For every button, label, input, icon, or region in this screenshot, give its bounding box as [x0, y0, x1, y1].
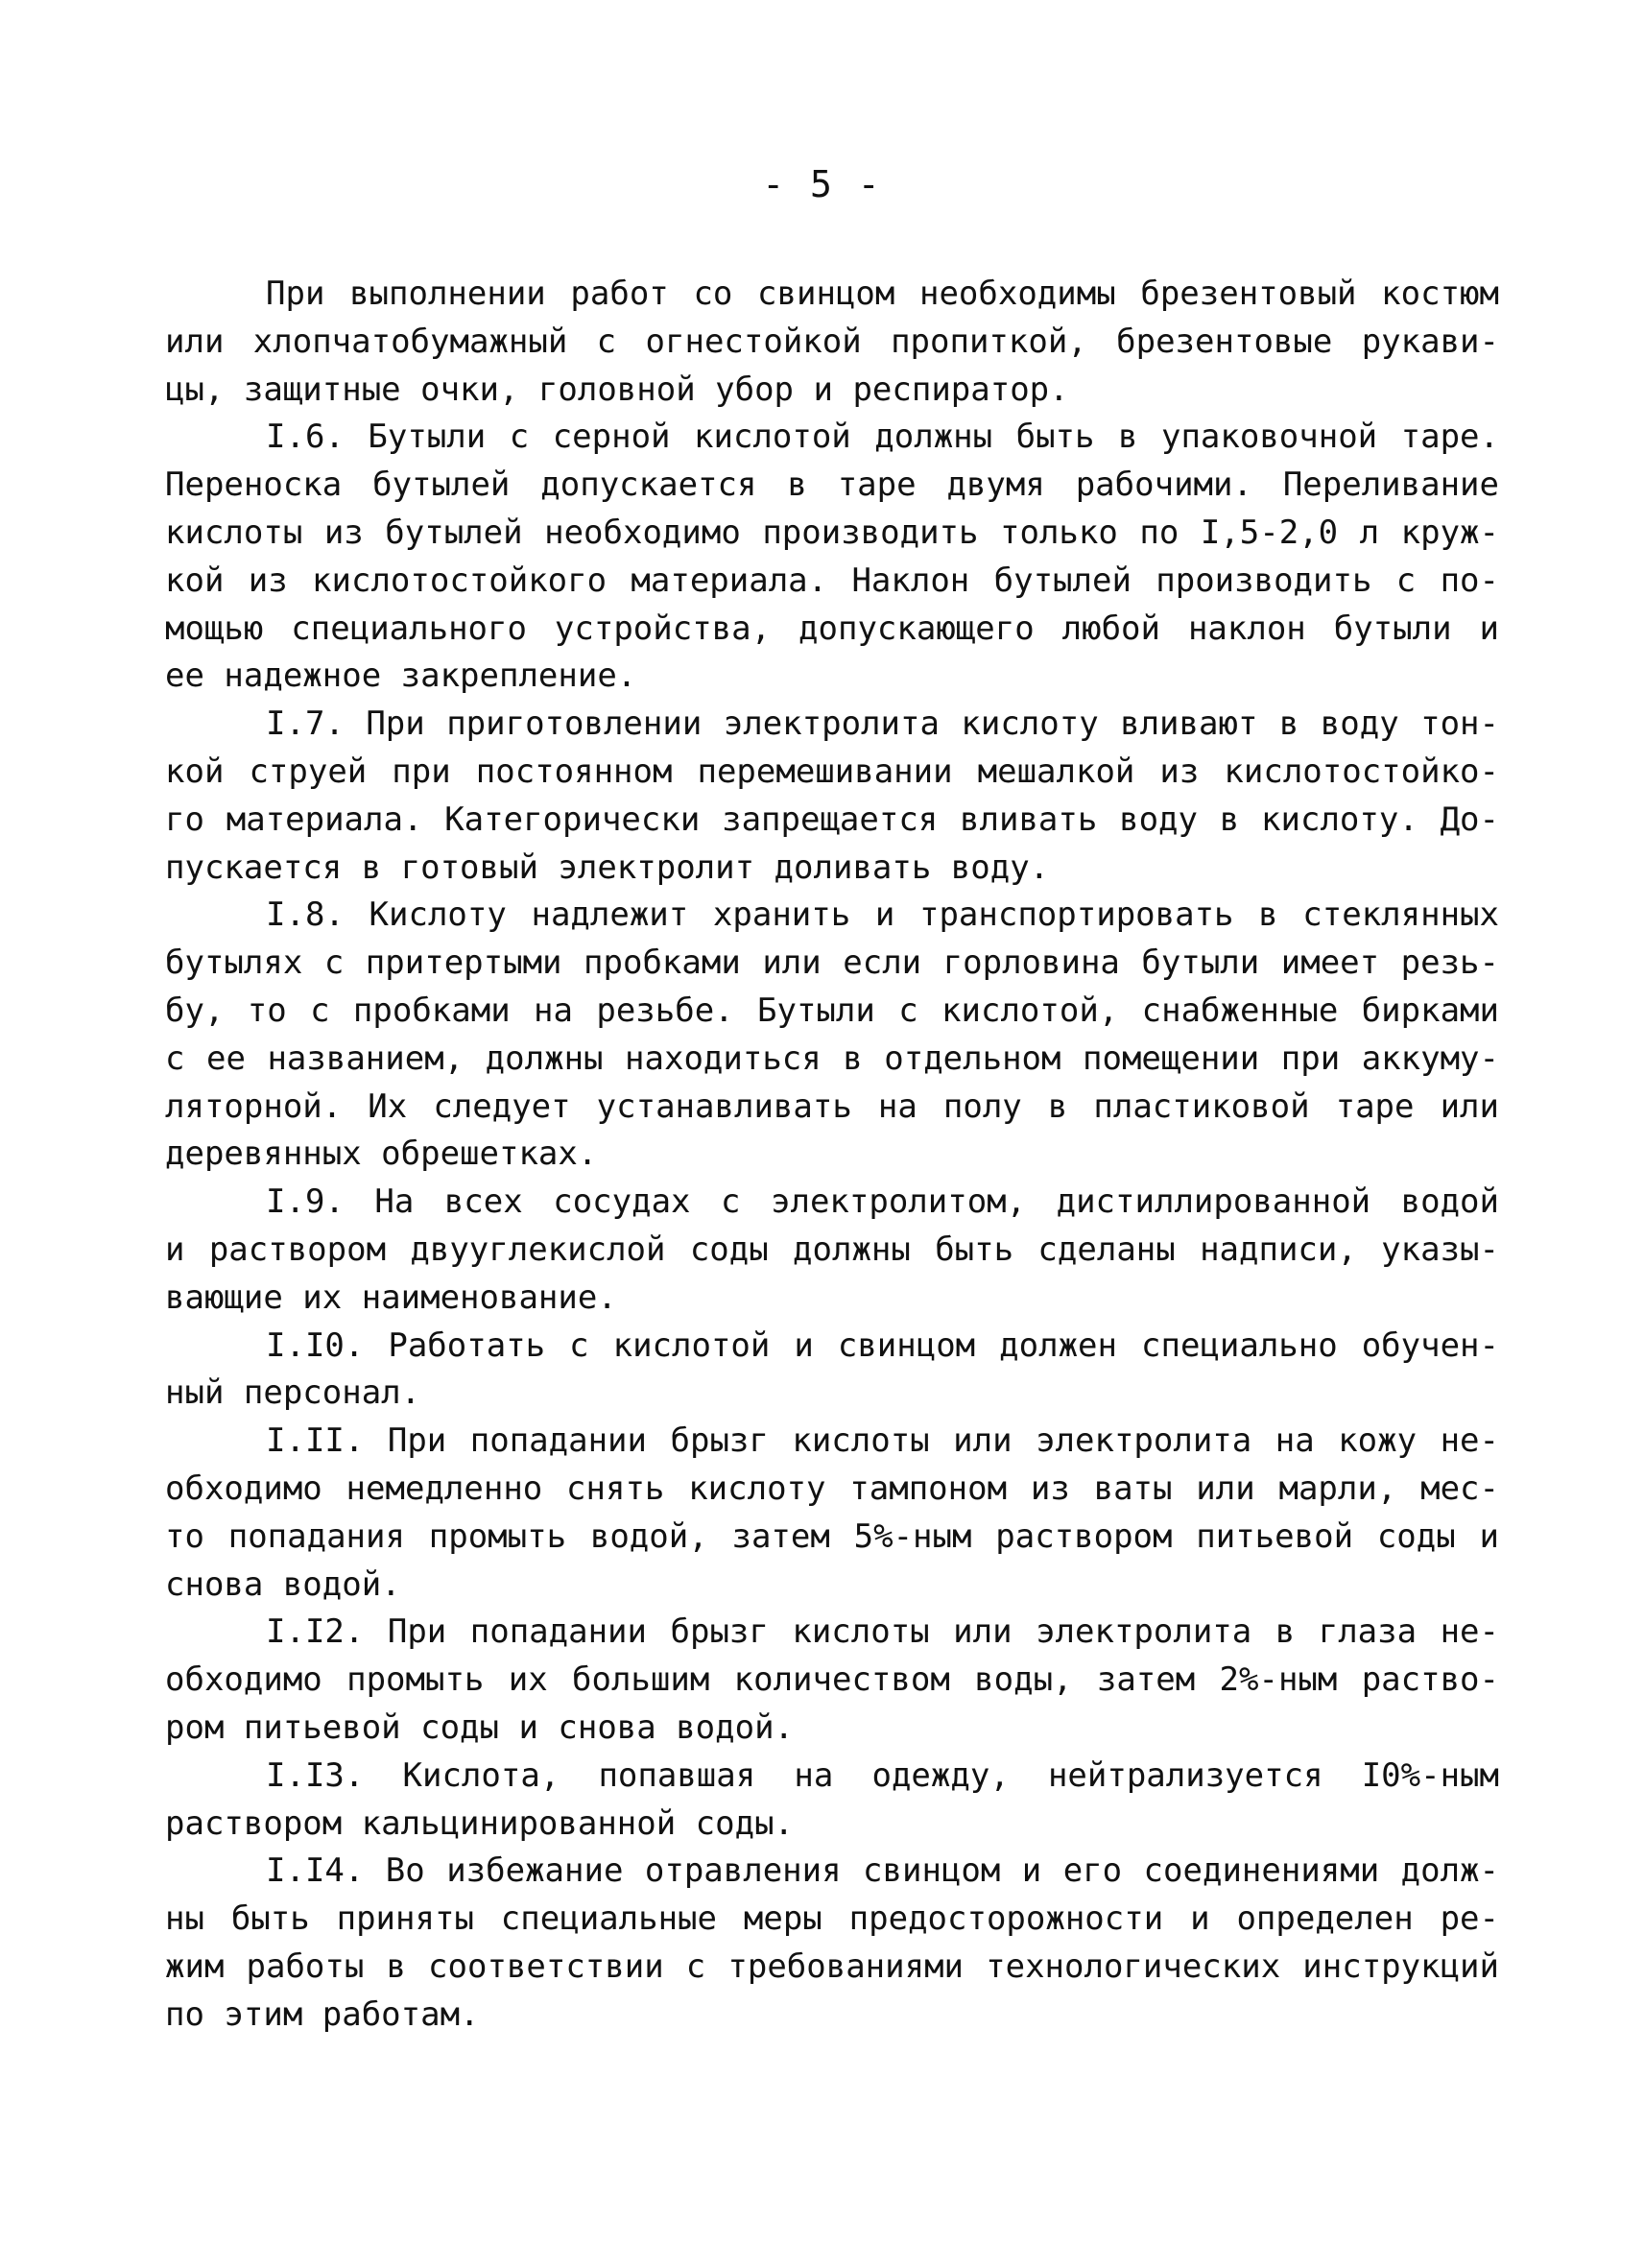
- text-line: по этим работам.: [165, 1994, 480, 2034]
- text-line: кой из кислотостойкого материала. Наклон бутылей производить с по-: [165, 561, 1499, 600]
- text-line: кой струей при постоянном перемешивании мешалкой из кислотостойко-: [165, 752, 1499, 791]
- text-line: I.6. Бутыли с серной кислотой должны быть в упаковочной таре.: [266, 418, 1499, 457]
- text-line: снова водой.: [165, 1564, 401, 1604]
- text-line: Переноска бутылей допускается в таре двумя рабочими. Переливание: [165, 466, 1499, 505]
- text-line: обходимо промыть их большим количеством воды, затем 2%-ным раство-: [165, 1660, 1499, 1700]
- text-line: ее надежное закрепление.: [165, 657, 637, 696]
- text-line: раствором кальцинированной соды.: [165, 1803, 795, 1843]
- text-line: го материала. Категорически запрещается вливать воду в кислоту. До-: [165, 800, 1499, 839]
- text-line: деревянных обрешетках.: [165, 1134, 598, 1174]
- text-line: пускается в готовый электролит доливать воду.: [165, 848, 1050, 887]
- text-line: то попадания промыть водой, затем 5%-ным раствором питьевой соды и: [165, 1516, 1499, 1556]
- text-line: вающие их наименование.: [165, 1277, 617, 1317]
- text-line: I.I0. Работать с кислотой и свинцом должен специально обучен-: [266, 1325, 1499, 1365]
- text-line: I.II. При попадании брызг кислоты или электролита на кожу не-: [266, 1421, 1499, 1461]
- text-line: бу, то с пробками на резьбе. Бутыли с кислотой, снабженные бирками: [165, 991, 1499, 1030]
- text-line: ляторной. Их следует устанавливать на полу в пластиковой таре или: [165, 1086, 1499, 1126]
- page-number: - 5 -: [762, 163, 882, 205]
- text-line: цы, защитные очки, головной убор и респиратор.: [165, 370, 1069, 409]
- text-line: жим работы в соответствии с требованиями технологических инструкций: [165, 1946, 1499, 1986]
- text-line: кислоты из бутылей необходимо производить только по I,5-2,0 л круж-: [165, 513, 1499, 552]
- text-line: с ее названием, должны находиться в отдельном помещении при аккуму-: [165, 1039, 1499, 1078]
- text-line: I.8. Кислоту надлежит хранить и транспортировать в стеклянных: [266, 895, 1499, 935]
- text-line: I.I4. Во избежание отравления свинцом и его соединениями долж-: [266, 1851, 1499, 1891]
- text-line: или хлопчатобумажный с огнестойкой пропиткой, брезентовые рукави-: [165, 322, 1499, 361]
- document-body: [165, 271, 1499, 2039]
- text-line: ны быть приняты специальные меры предосторожности и определен ре-: [165, 1899, 1499, 1939]
- text-line: I.I3. Кислота, попавшая на одежду, нейтрализуется I0%-ным: [266, 1755, 1499, 1795]
- text-line: I.7. При приготовлении электролита кислоту вливают в воду тон-: [266, 704, 1499, 744]
- text-line: ром питьевой соды и снова водой.: [165, 1707, 795, 1747]
- text-line: обходимо немедленно снять кислоту тампоном из ваты или марли, мес-: [165, 1468, 1499, 1508]
- text-line: мощью специального устройства, допускающего любой наклон бутыли и: [165, 609, 1499, 648]
- text-line: I.I2. При попадании брызг кислоты или электролита в глаза не-: [266, 1612, 1499, 1652]
- text-line: бутылях с притертыми пробками или если горловина бутыли имеет резь-: [165, 943, 1499, 983]
- text-line: При выполнении работ со свинцом необходимы брезентовый костюм: [266, 275, 1499, 313]
- text-line: и раствором двууглекислой соды должны быть сделаны надписи, указы-: [165, 1229, 1499, 1269]
- text-line: ный персонал.: [165, 1373, 421, 1413]
- text-line: I.9. На всех сосудах с электролитом, дистиллированной водой: [266, 1182, 1499, 1222]
